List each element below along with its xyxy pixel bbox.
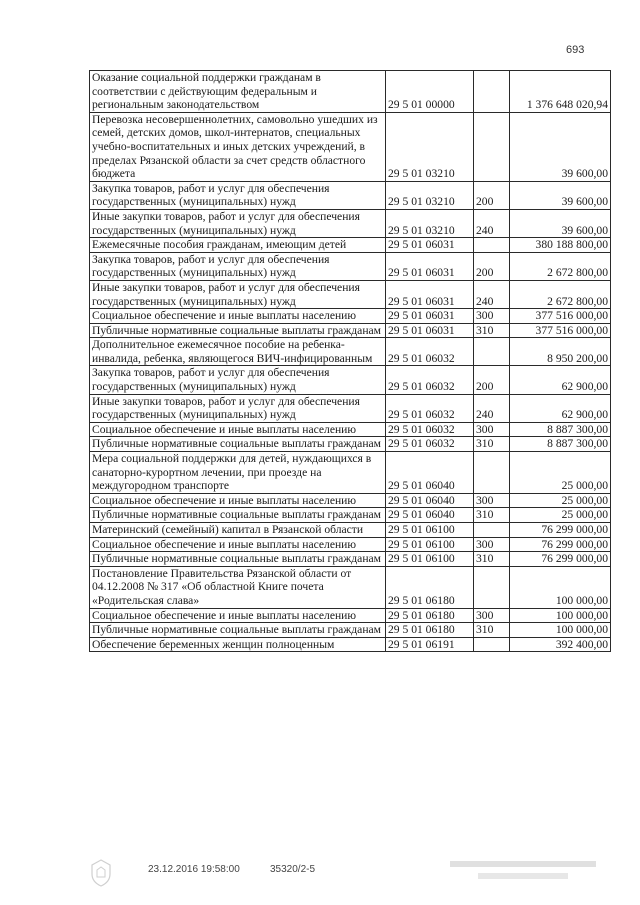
table-row <box>90 112 611 181</box>
row-name: Публичные нормативные социальные выплаты гражданам <box>90 508 386 523</box>
row-name: Социальное обеспечение и иные выплаты населению <box>90 493 386 508</box>
budget-table <box>89 70 611 652</box>
row-target-code: 29 5 01 06100 <box>386 537 474 552</box>
table-row <box>90 608 611 623</box>
footer-doc-number: 35320/2-5 <box>270 864 316 875</box>
table-row <box>90 309 611 324</box>
table-row <box>90 637 611 652</box>
table-row <box>90 181 611 209</box>
row-name: Оказание социальной поддержки гражданам в соответствии с действующим федеральным и региональным законодательством <box>90 71 386 113</box>
table-row <box>90 366 611 394</box>
row-expense-kind: 310 <box>474 552 510 567</box>
row-amount: 377 516 000,00 <box>510 309 611 324</box>
row-amount: 380 188 800,00 <box>510 238 611 253</box>
row-amount: 25 000,00 <box>510 493 611 508</box>
emblem-watermark-icon <box>88 858 114 888</box>
row-expense-kind <box>474 112 510 181</box>
row-expense-kind: 240 <box>474 394 510 422</box>
table-row <box>90 71 611 113</box>
row-target-code: 29 5 01 06031 <box>386 323 474 338</box>
row-name: Социальное обеспечение и иные выплаты населению <box>90 422 386 437</box>
row-expense-kind: 300 <box>474 608 510 623</box>
table-row <box>90 338 611 366</box>
row-name: Закупка товаров, работ и услуг для обеспечения государственных (муниципальных) нужд <box>90 366 386 394</box>
row-target-code: 29 5 01 06191 <box>386 637 474 652</box>
row-name: Иные закупки товаров, работ и услуг для обеспечения государственных (муниципальных) нужд <box>90 280 386 308</box>
row-name: Обеспечение беременных женщин полноценным <box>90 637 386 652</box>
row-amount: 377 516 000,00 <box>510 323 611 338</box>
row-target-code: 29 5 01 00000 <box>386 71 474 113</box>
row-amount: 392 400,00 <box>510 637 611 652</box>
row-expense-kind: 310 <box>474 508 510 523</box>
row-expense-kind: 310 <box>474 323 510 338</box>
row-amount: 39 600,00 <box>510 181 611 209</box>
row-expense-kind: 310 <box>474 437 510 452</box>
row-expense-kind <box>474 238 510 253</box>
row-name: Публичные нормативные социальные выплаты гражданам <box>90 552 386 567</box>
row-expense-kind <box>474 523 510 538</box>
row-amount: 8 887 300,00 <box>510 422 611 437</box>
row-target-code: 29 5 01 06040 <box>386 493 474 508</box>
row-name: Иные закупки товаров, работ и услуг для обеспечения государственных (муниципальных) нужд <box>90 394 386 422</box>
row-amount: 8 950 200,00 <box>510 338 611 366</box>
row-expense-kind: 300 <box>474 309 510 324</box>
table-row <box>90 523 611 538</box>
row-amount: 76 299 000,00 <box>510 552 611 567</box>
row-amount: 76 299 000,00 <box>510 537 611 552</box>
row-name: Дополнительное ежемесячное пособие на ребенка-инвалида, ребенка, являющегося ВИЧ-инфицированным <box>90 338 386 366</box>
row-target-code: 29 5 01 03210 <box>386 209 474 237</box>
row-expense-kind: 240 <box>474 280 510 308</box>
footer-datetime: 23.12.2016 19:58:00 <box>148 864 240 875</box>
row-expense-kind: 200 <box>474 252 510 280</box>
row-target-code: 29 5 01 06100 <box>386 552 474 567</box>
row-target-code: 29 5 01 06031 <box>386 238 474 253</box>
electronic-signature-stamp-icon <box>448 858 598 888</box>
row-name: Перевозка несовершеннолетних, самовольно ушедших из семей, детских домов, школ-интернатов, специальных учебно-воспитательных и иных детских учреждений, в пределах Рязанской области за счет средств областного бюджета <box>90 112 386 181</box>
row-target-code: 29 5 01 06032 <box>386 366 474 394</box>
row-name: Мера социальной поддержки для детей, нуждающихся в санаторно-курортном лечении, при проезде на междугородном транспорте <box>90 452 386 494</box>
table-row <box>90 552 611 567</box>
row-amount: 76 299 000,00 <box>510 523 611 538</box>
budget-table-body <box>90 71 611 652</box>
row-expense-kind: 300 <box>474 537 510 552</box>
row-name: Закупка товаров, работ и услуг для обеспечения государственных (муниципальных) нужд <box>90 252 386 280</box>
row-amount: 39 600,00 <box>510 209 611 237</box>
row-name: Материнский (семейный) капитал в Рязанской области <box>90 523 386 538</box>
row-expense-kind <box>474 452 510 494</box>
row-expense-kind: 200 <box>474 366 510 394</box>
row-expense-kind: 310 <box>474 623 510 638</box>
table-row <box>90 508 611 523</box>
page-number: 693 <box>566 44 585 56</box>
table-row <box>90 623 611 638</box>
row-name: Постановление Правительства Рязанской области от 04.12.2008 № 317 «Об областной Книге почета «Родительская слава» <box>90 566 386 608</box>
row-target-code: 29 5 01 06032 <box>386 338 474 366</box>
row-expense-kind: 200 <box>474 181 510 209</box>
row-target-code: 29 5 01 06031 <box>386 252 474 280</box>
row-expense-kind: 240 <box>474 209 510 237</box>
table-row <box>90 209 611 237</box>
row-target-code: 29 5 01 03210 <box>386 112 474 181</box>
row-amount: 2 672 800,00 <box>510 280 611 308</box>
row-amount: 2 672 800,00 <box>510 252 611 280</box>
row-amount: 100 000,00 <box>510 566 611 608</box>
row-amount: 39 600,00 <box>510 112 611 181</box>
row-name: Ежемесячные пособия гражданам, имеющим детей <box>90 238 386 253</box>
row-target-code: 29 5 01 03210 <box>386 181 474 209</box>
row-target-code: 29 5 01 06180 <box>386 566 474 608</box>
row-amount: 100 000,00 <box>510 608 611 623</box>
table-row <box>90 437 611 452</box>
row-amount: 62 900,00 <box>510 394 611 422</box>
row-target-code: 29 5 01 06032 <box>386 437 474 452</box>
row-target-code: 29 5 01 06180 <box>386 608 474 623</box>
row-target-code: 29 5 01 06032 <box>386 394 474 422</box>
row-name: Социальное обеспечение и иные выплаты населению <box>90 309 386 324</box>
row-amount: 100 000,00 <box>510 623 611 638</box>
row-target-code: 29 5 01 06040 <box>386 452 474 494</box>
table-row <box>90 323 611 338</box>
table-row <box>90 422 611 437</box>
row-expense-kind: 300 <box>474 422 510 437</box>
table-row <box>90 394 611 422</box>
row-amount: 1 376 648 020,94 <box>510 71 611 113</box>
row-target-code: 29 5 01 06031 <box>386 309 474 324</box>
row-name: Публичные нормативные социальные выплаты гражданам <box>90 437 386 452</box>
row-expense-kind <box>474 637 510 652</box>
row-target-code: 29 5 01 06031 <box>386 280 474 308</box>
row-expense-kind <box>474 566 510 608</box>
row-name: Публичные нормативные социальные выплаты гражданам <box>90 323 386 338</box>
table-row <box>90 238 611 253</box>
row-name: Иные закупки товаров, работ и услуг для обеспечения государственных (муниципальных) нужд <box>90 209 386 237</box>
table-row <box>90 280 611 308</box>
row-amount: 25 000,00 <box>510 508 611 523</box>
row-expense-kind <box>474 338 510 366</box>
row-expense-kind <box>474 71 510 113</box>
row-target-code: 29 5 01 06180 <box>386 623 474 638</box>
row-amount: 25 000,00 <box>510 452 611 494</box>
row-target-code: 29 5 01 06100 <box>386 523 474 538</box>
row-name: Социальное обеспечение и иные выплаты населению <box>90 608 386 623</box>
row-name: Закупка товаров, работ и услуг для обеспечения государственных (муниципальных) нужд <box>90 181 386 209</box>
row-amount: 8 887 300,00 <box>510 437 611 452</box>
row-name: Социальное обеспечение и иные выплаты населению <box>90 537 386 552</box>
table-row <box>90 537 611 552</box>
row-amount: 62 900,00 <box>510 366 611 394</box>
table-row <box>90 566 611 608</box>
row-target-code: 29 5 01 06032 <box>386 422 474 437</box>
table-row <box>90 252 611 280</box>
row-expense-kind: 300 <box>474 493 510 508</box>
table-row <box>90 452 611 494</box>
row-target-code: 29 5 01 06040 <box>386 508 474 523</box>
table-row <box>90 493 611 508</box>
row-name: Публичные нормативные социальные выплаты гражданам <box>90 623 386 638</box>
